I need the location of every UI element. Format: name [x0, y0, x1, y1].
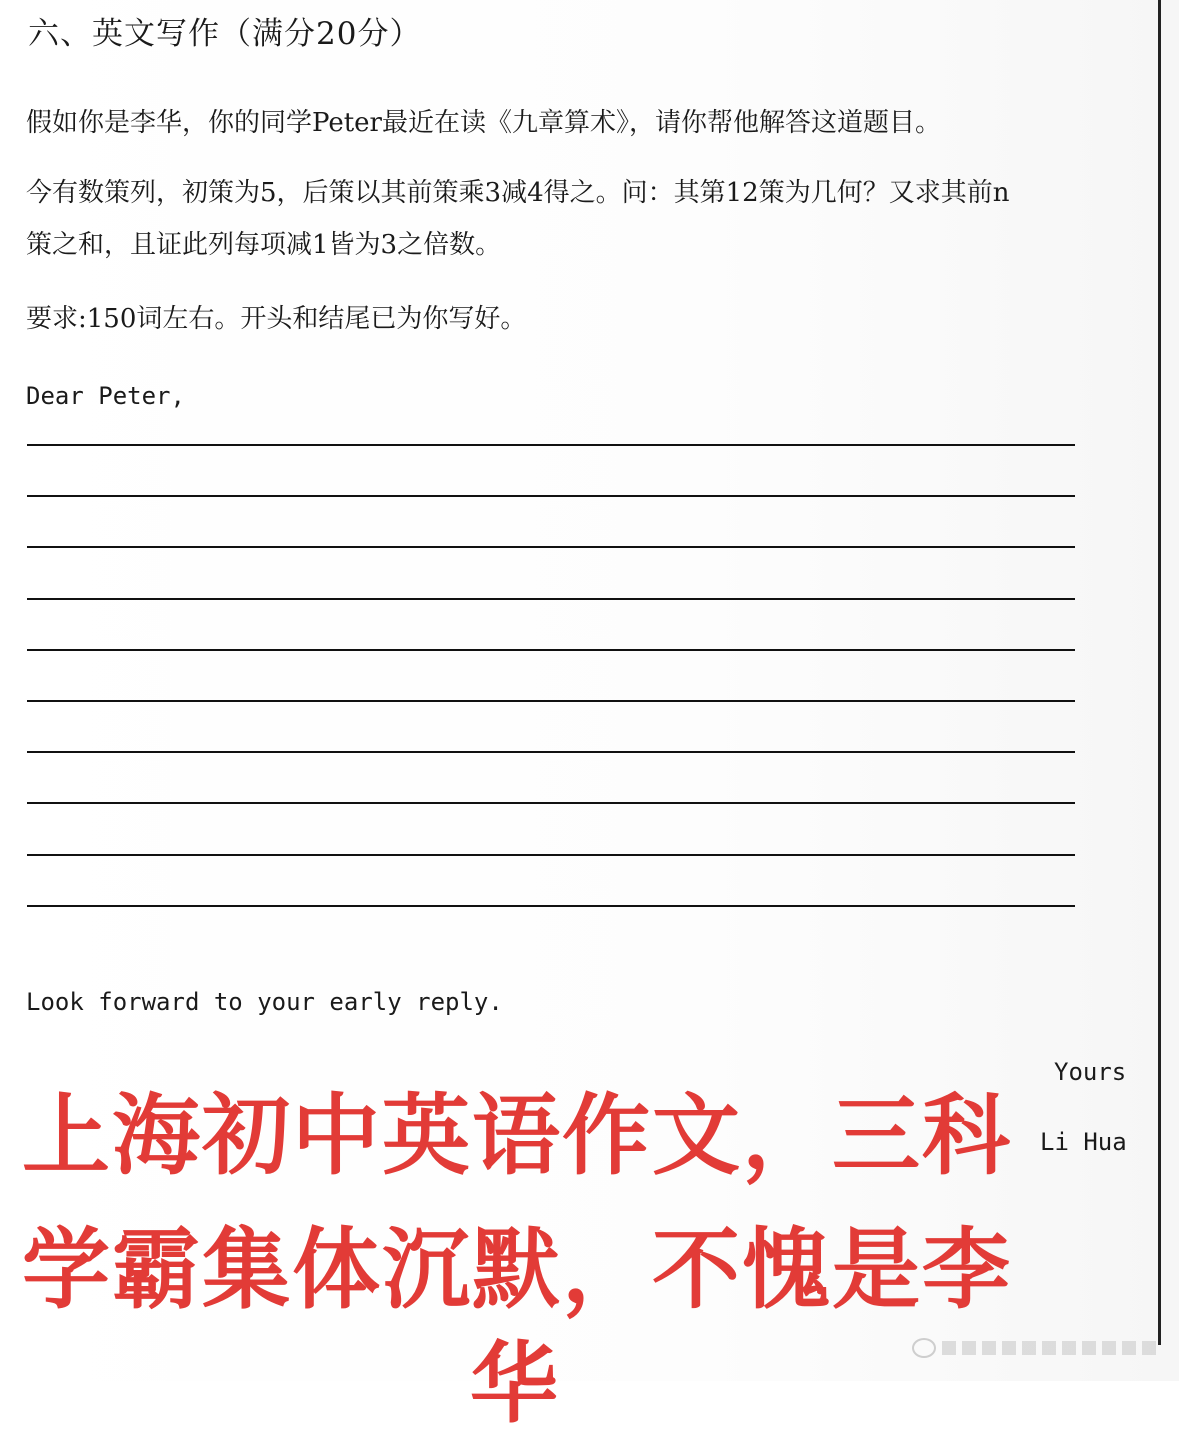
writing-line — [27, 649, 1075, 651]
platform-watermark — [912, 1334, 1172, 1362]
page-right-border — [1158, 0, 1161, 1345]
writing-line — [27, 854, 1075, 856]
writing-line — [27, 444, 1075, 446]
prompt-line-3: 策之和，且证此列每项减1皆为3之倍数。 — [26, 230, 502, 260]
letter-sign-off: Yours — [1054, 1058, 1127, 1086]
letter-greeting: Dear Peter, — [26, 382, 185, 410]
overlay-caption-line-2: 学霸集体沉默，不愧是李 — [22, 1218, 1013, 1321]
writing-line — [27, 751, 1075, 753]
writing-line — [27, 598, 1075, 600]
section-title: 六、英文写作（满分20分） — [28, 16, 422, 52]
letter-signature: Li Hua — [1040, 1128, 1127, 1156]
platform-logo-icon — [912, 1338, 936, 1358]
writing-line — [27, 905, 1075, 907]
writing-line — [27, 802, 1075, 804]
writing-line — [27, 546, 1075, 548]
writing-line — [27, 700, 1075, 702]
overlay-caption-line-1: 上海初中英语作文，三科 — [22, 1084, 1013, 1187]
watermark-text-blur — [942, 1341, 1162, 1355]
prompt-line-1: 假如你是李华，你的同学Peter最近在读《九章算术》，请你帮他解答这道题目。 — [26, 108, 941, 138]
letter-closing: Look forward to your early reply. — [26, 988, 503, 1016]
prompt-line-2: 今有数策列，初策为5，后策以其前策乘3减4得之。问：其第12策为几何？又求其前n — [26, 178, 1010, 208]
prompt-requirement: 要求:150词左右。开头和结尾已为你写好。 — [26, 304, 527, 334]
overlay-caption-line-3: 华 — [470, 1332, 561, 1435]
writing-line — [27, 495, 1075, 497]
